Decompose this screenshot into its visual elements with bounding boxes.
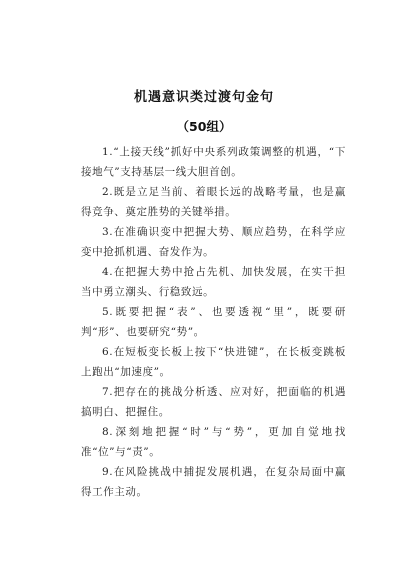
list-item: 2.既是立足当前、着眼长远的战略考量，也是赢得竞争、奠定胜势的关键举措。: [81, 186, 346, 218]
list-item: 3.在准确识变中把握大势、顺应趋势，在科学应变中抢抓机遇、奋发作为。: [81, 226, 346, 258]
list-item: 6.在短板变长板上按下“快进键”，在长板变跳板上跑出“加速度”。: [81, 346, 346, 378]
list-item: 1.“上接天线”抓好中央系列政策调整的机遇，“下接地气”支持基层一线大胆首创。: [81, 146, 346, 178]
document-title: 机遇意识类过渡句金句: [133, 90, 274, 105]
list-item: 5.既要把握“表”、也要透视“里”，既要研判“形”、也要研究“势”。: [81, 306, 346, 338]
list-item: 8.深刻地把握“时”与“势”，更加自觉地找准“位”与“责”。: [81, 426, 346, 458]
list-item: 4.在把握大势中抢占先机、加快发展，在实干担当中勇立潮头、行稳致远。: [81, 266, 346, 298]
list-item: 7.把存在的挑战分析透、应对好，把面临的机遇搞明白、把握住。: [81, 386, 346, 418]
sentence-list: [81, 142, 346, 502]
list-item: 9.在风险挑战中捕捉发展机遇，在复杂局面中赢得工作主动。: [81, 466, 346, 498]
document-subtitle: （50组）: [176, 119, 232, 134]
